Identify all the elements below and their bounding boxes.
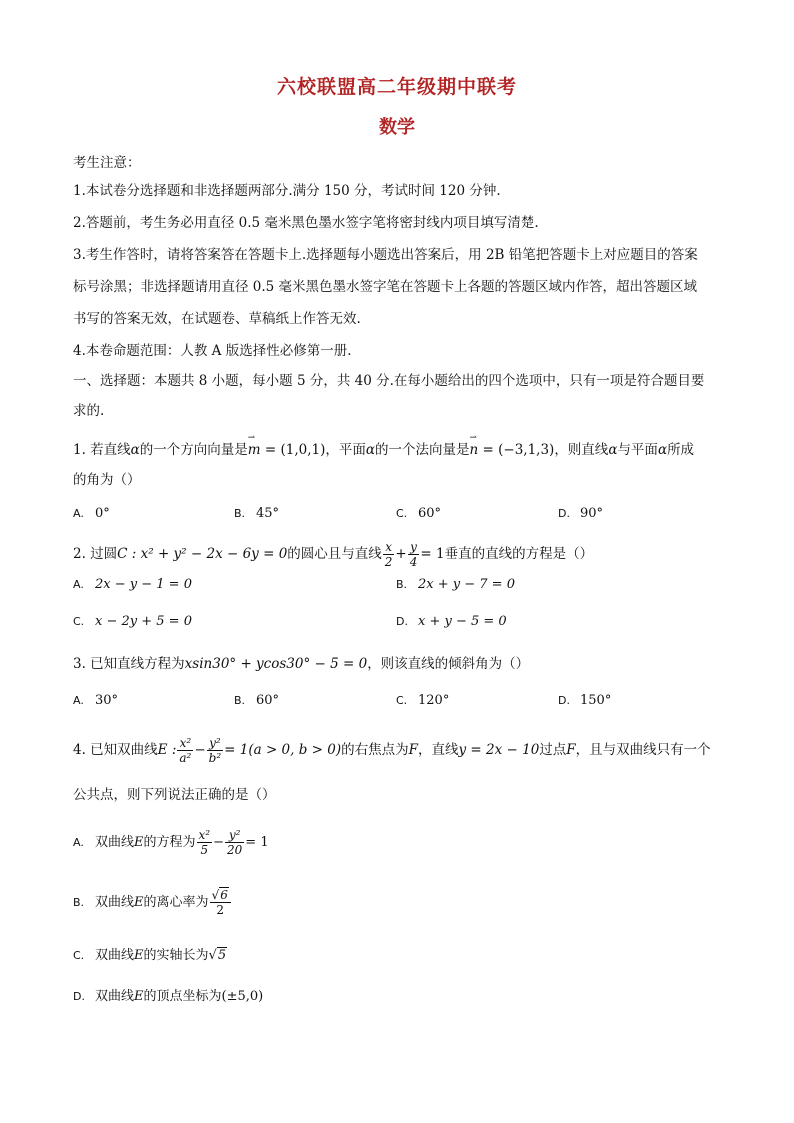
notice-item-4: 4.本卷命题范围：人教 A 版选择性必修第一册. xyxy=(73,343,352,359)
notice-item-3-line-1: 3.考生作答时，请将答案答在答题卡上.选择题每小题选出答案后，用 2B 铅笔把答题卡上对应题目的答案 xyxy=(73,247,698,263)
vector-n: ⇀ n xyxy=(470,440,479,460)
question-1-option-a[interactable]: A. 0° xyxy=(73,506,110,521)
notice-item-3-line-3: 书写的答案无效，在试题卷、草稿纸上作答无效. xyxy=(73,311,361,327)
question-3-option-b[interactable]: B. 60° xyxy=(234,693,280,708)
question-2-option-a[interactable]: A. 2x − y − 1 = 0 xyxy=(73,577,192,592)
question-4-option-a[interactable]: A. 双曲线E的方程为 $\frac{\text{x²}}{5}$ − $\frac{\text{y²}}{20}$ = 1 xyxy=(73,828,269,857)
vector-m: ⇀ m xyxy=(248,440,261,460)
notice-item-2: 2.答题前，考生务必用直径 0.5 毫米黑色墨水签字笔将密封线内项目填写清楚. xyxy=(73,215,539,231)
question-3-stem: 3. 已知直线方程为xsin30° + ycos30° − 5 = 0，则该直线的倾斜角为（） xyxy=(73,656,530,672)
question-4-option-b[interactable]: B. 双曲线E的离心率为 $\frac{√6}{2}$ xyxy=(73,888,232,917)
notice-item-1: 1.本试卷分选择题和非选择题两部分.满分 150 分，考试时间 120 分钟. xyxy=(73,183,501,199)
section-1-heading-line-1: 一、选择题：本题共 8 小题，每小题 5 分，共 40 分.在每小题给出的四个选项中，只有一项是符合题目要 xyxy=(73,373,705,389)
question-1-option-b[interactable]: B. 45° xyxy=(234,506,280,521)
exam-title: 六校联盟高二年级期中联考 xyxy=(276,76,517,98)
question-4-stem-line-2: 公共点，则下列说法正确的是（） xyxy=(73,787,276,803)
section-1-heading-line-2: 求的. xyxy=(73,403,105,419)
question-2-option-d[interactable]: D. x + y − 5 = 0 xyxy=(396,614,507,629)
subject-title: 数学 xyxy=(379,117,415,138)
question-3-option-c[interactable]: C. 120° xyxy=(396,693,450,708)
notice-item-3-line-2: 标号涂黑；非选择题请用直径 0.5 毫米黑色墨水签字笔在答题卡上各题的答题区域内作答，超出答题区域 xyxy=(73,279,698,295)
question-4-option-d[interactable]: D. 双曲线E的顶点坐标为(±5,0) xyxy=(73,989,264,1004)
question-1-option-c[interactable]: C. 60° xyxy=(396,506,442,521)
question-4-option-c[interactable]: C. 双曲线E的实轴长为√5 xyxy=(73,948,227,963)
question-3-option-d[interactable]: D. 150° xyxy=(558,693,612,708)
question-2-option-b[interactable]: B. 2x + y − 7 = 0 xyxy=(396,577,515,592)
question-2-option-c[interactable]: C. x − 2y + 5 = 0 xyxy=(73,614,192,629)
question-1-option-d[interactable]: D. 90° xyxy=(558,506,604,521)
question-4-stem: 4. 已知双曲线E : $\frac{\text{x²}}{\text{a²}}$ − $\frac{\text{y²}}{\text{b²}}$ = 1(a > 0, b > 0)的右焦点为F，直线y = 2x − 10过点F，且与双曲线只有一个 xyxy=(73,736,711,765)
question-3-option-a[interactable]: A. 30° xyxy=(73,693,119,708)
question-2-stem: 2. 过圆C : x² + y² − 2x − 6y = 0的圆心且与直线 $\frac{x}{2}$ + $\frac{y}{4}$ = 1垂直的直线的方程是（） xyxy=(73,540,594,569)
notice-heading: 考生注意： xyxy=(73,155,141,171)
question-1-stem-line-2: 的角为（） xyxy=(73,472,141,488)
question-1-stem: 1. 若直线α的一个方向向量是⇀ m = (1,0,1)，平面α的一个法向量是⇀ n = (−3,1,3)，则直线α与平面α所成 xyxy=(73,440,724,460)
